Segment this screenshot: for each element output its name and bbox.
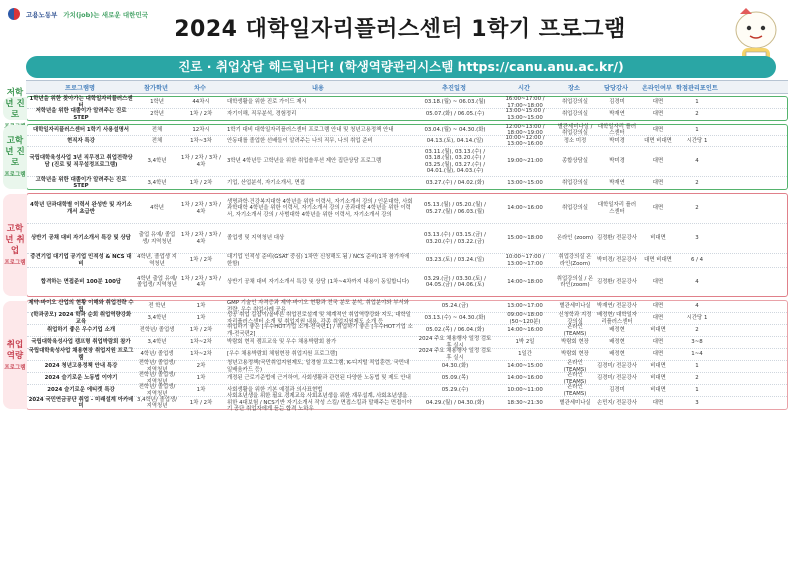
cell-time: 18:30~21:30 — [507, 399, 543, 406]
cell-lecturer: 김정환/ 전문강사 — [597, 278, 637, 285]
cell-program-name: 1학년을 위한 찾아가는 대학일자리플러스센터 — [29, 96, 133, 109]
cell-lecturer: 박재연 — [609, 111, 625, 118]
cell-place: 박람회 현장 — [561, 339, 589, 346]
cell-grade: 4학년 — [150, 205, 164, 212]
cell-date: 05.02.(목) / 06.04.(화) — [425, 327, 485, 334]
cell-place: 취업강의실 — [561, 179, 589, 186]
cell-content: 성공 취업 길잡이/올바른 취업진로설계 및 체계적인 취업역량강화 지도, 대학일자리플러스센터 소개 및 취업지원 내용, 각종 취업지원제도 소개 등 — [227, 312, 411, 325]
cell-lecturer: 손민지/ 전문강사 — [597, 399, 637, 406]
cell-place: 온라인 (TEAMS) — [563, 384, 587, 397]
cell-grade: 출업 유예/ 졸업생/ 지역청년 — [138, 232, 176, 245]
cell-lecturer: 김경미/ 전문강사 — [597, 375, 637, 382]
col-point: 학점관리포인트 — [676, 84, 718, 92]
col-grade: 참가학년 — [144, 84, 168, 92]
cell-time: 14:00~16:00 — [507, 327, 543, 334]
cell-program-name: 국립대학육성사업 채용현장 취업지원 프로그램 — [28, 348, 134, 361]
cell-point: 2 — [695, 327, 699, 334]
cell-grade: 3,4학년 — [147, 315, 167, 322]
cell-lecturer: 박미경 — [609, 158, 625, 165]
cell-program-name: 합격하는 면접준비 100분 100답 — [40, 278, 122, 285]
cell-online: 대면 — [652, 278, 664, 285]
cell-time: 19:00~21:00 — [507, 158, 543, 165]
cell-program-name: 2024 슬기로운 노동법 이야기 — [44, 375, 118, 382]
col-time: 시간 — [518, 84, 530, 92]
cell-round: 1차 / 2차 — [189, 399, 213, 406]
cell-point: 4 — [695, 158, 699, 165]
cell-date: 03.13.(수) ~ 04.30.(화) — [424, 315, 486, 322]
cell-program-name: 취업하기 좋은 우수기업 소개 — [46, 327, 116, 334]
col-online: 온라인여부 — [642, 84, 672, 92]
section-label-sub: 프로그램 — [4, 260, 26, 266]
cell-grade: 1학년 — [150, 99, 164, 106]
cell-lecturer: 배정현 — [609, 339, 625, 346]
cell-time: 14:00~16:00 — [507, 205, 543, 212]
cell-content: 취업하기 좋은 [우수HOT기업 소개-전국편1] / 취업하기 좋은 [우수HOT기업 소개-전국편2] — [227, 324, 413, 337]
cell-online: 대면 — [652, 399, 664, 406]
cell-round: 1차~3차 — [190, 137, 212, 144]
cell-date: 03.27.(수) / 04.02.(화) — [425, 179, 485, 186]
col-place: 장소 — [568, 84, 580, 92]
cell-grade: 전체 — [151, 126, 163, 133]
cell-time: 10:00~17:00 / 13:00~17:00 — [505, 254, 545, 267]
cell-round: 1차~2차 — [190, 339, 212, 346]
cell-date: 05.24.(금) — [441, 303, 469, 310]
cell-round: 1차 — [196, 315, 206, 322]
table-row — [27, 97, 787, 109]
cell-content: 박람회 현직 캠프교육 및 우수 채용박람회 참가 — [227, 339, 337, 346]
cell-round: 1차 / 2차 — [189, 327, 213, 334]
cell-program-name: 대학일자리플러스센터 1학기 사용설명서 — [32, 126, 130, 133]
cell-online: 비대면 — [650, 375, 666, 382]
cell-program-name: 2024 국민연금공단 취업 - 미래설계 아카데미 — [28, 396, 134, 409]
cell-lecturer: 박미경/ 전문강사 — [597, 257, 637, 264]
cell-online: 비대면 — [650, 327, 666, 334]
cell-program-name: 2024 슬기로운 에티켓 특강 — [47, 387, 115, 394]
cell-place: 취업강의실 — [561, 205, 589, 212]
section-label-title: 고학년 진로 — [5, 136, 25, 168]
cell-lecturer: 김정환/ 전문강사 — [597, 235, 637, 242]
cell-time: 14:00~15:00 — [507, 363, 543, 370]
cell-point: 2 — [695, 179, 699, 186]
cell-place: 온라인 (zoom) — [556, 235, 594, 242]
cell-round: 12차시 — [192, 126, 210, 133]
cell-online: 비대면 — [650, 235, 666, 242]
table-row — [27, 254, 787, 268]
cell-online: 대면 — [652, 99, 664, 106]
cell-round: 1차 / 2차 — [189, 257, 213, 264]
cell-grade: 4학년, 졸업생 지역청년 — [137, 254, 177, 267]
table-row — [27, 224, 787, 254]
cell-point: 시간당 1 — [686, 137, 708, 144]
cell-lecturer: 배정현 — [609, 351, 625, 358]
cell-content: 상반기 공채 대비 자기소개서 특강 및 상담 (1차~4차까지 내용이 동일합니다) — [227, 278, 410, 285]
cell-online: 대면 — [652, 158, 664, 165]
cell-place: 온라인 (TEAMS) — [563, 324, 587, 337]
cell-program-name: 국립대학육성사업 캠프형 취업박람회 참가 — [31, 339, 131, 346]
column-headers — [26, 80, 788, 94]
table-row — [27, 136, 787, 147]
cell-round: 1차 / 2차 / 3차 / 4차 — [181, 155, 221, 168]
cell-point: 3~8 — [691, 339, 703, 346]
section-label-sub: 프로그램 — [4, 364, 26, 371]
cell-place: 박람회 현장 — [561, 351, 589, 358]
column-header-wrap — [26, 80, 788, 94]
subtitle-bar: 진로 · 취업상담 해드립니다! (학생역량관리시스템 https://canu.anu.ac.kr/) — [26, 56, 776, 78]
cell-date: 05.29.(수) — [441, 387, 469, 394]
cell-content: 1학기 대비 대학일자리플러스센터 프로그램 안내 및 청년고용정책 안내 — [227, 126, 394, 133]
cell-date: 03.11.(월), 03.13.(수) / 03.18.(월), 03.20.(수) / 03.25.(월), 03.27.(수) / 04.01.(월), 04.03.(수) — [424, 148, 486, 174]
cell-place: 취업강의실 — [561, 111, 589, 118]
cell-time: 16:00~17:00 / 17:00~18:00 — [505, 96, 545, 109]
cell-grade: 전학년/ 졸업생/ 지역청년 — [138, 360, 176, 373]
section-2 — [4, 193, 788, 297]
cell-grade: 전학년/ 졸업생/ 지역청년 — [138, 372, 176, 385]
cell-round: 1차 / 2차 / 3차 / 4차 — [181, 202, 221, 215]
cell-grade: 3,4학년/ 졸업생/ 지역청년 — [137, 396, 177, 409]
slogan-logo-text: 가치(job)는 새로운 대한민국 — [63, 10, 149, 19]
table-row — [27, 337, 787, 349]
cell-point: 1 — [695, 99, 699, 106]
cell-content: [우수 채용박람회 체험현장 취업지원 프로그램] — [227, 351, 338, 358]
cell-online: 대면 — [652, 205, 664, 212]
cell-date: 03.23.(토) / 03.24.(일) — [425, 257, 485, 264]
cell-date: 05.09.(목) — [441, 375, 469, 382]
cell-date: 05.07.(화) / 06.05.(수) — [425, 111, 485, 118]
col-content: 내용 — [312, 84, 324, 92]
section-3 — [4, 300, 788, 413]
cell-time: 1박 2일 — [515, 339, 535, 346]
table-row — [27, 125, 787, 136]
table-row — [27, 268, 787, 296]
table-row — [27, 177, 787, 189]
cell-place: 별관세미나실 — [559, 303, 591, 310]
cell-place: 종합상담실 — [561, 158, 589, 165]
col-program: 프로그램명 — [65, 84, 95, 92]
cell-time: 10:00~11:00 — [507, 387, 543, 394]
cell-time: 12:00~13:00 / 18:00~19:00 — [505, 123, 545, 136]
cell-grade: 3,4학년 — [147, 339, 167, 346]
cell-content: 생명과학·건강복지대학 4학년을 위한 이력서, 자기소개서 강의 / 인문대학, 사회과학대학 4학년을 위한 이력서, 자기소개서 강의 / 공과대학 4학년을 위한 이력서, 자기소개서 강의 / 사범대학 4학년을 위한 이력서, 자기소개서 강의 — [227, 198, 413, 218]
cell-online: 대면 비대면 — [644, 137, 672, 144]
cell-place: 정소 미정 — [563, 137, 587, 144]
section-label — [3, 87, 27, 120]
cell-date: 2024 주요 채용행사 일정 검토 후 실시 — [418, 348, 492, 361]
cell-online: 대면 — [652, 351, 664, 358]
cell-grade: 전학년/ 졸업생 — [139, 327, 175, 334]
cell-program-name: (학과공모) 2024 학과 순회 취업역량강화 교육 — [30, 312, 132, 325]
cell-point: 1 — [695, 126, 699, 133]
section-label-title: 저학년 진로 — [5, 87, 25, 120]
ministry-logo-text: 고용노동부 — [26, 10, 58, 19]
section-label — [3, 125, 27, 189]
cell-lecturer: 박미경 — [609, 137, 625, 144]
cell-content: 대학생활을 위한 진로 가이드 제시 — [227, 99, 307, 106]
cell-lecturer: 김경미/ 전문강사 — [597, 363, 637, 370]
section-label-title: 취업 역량 — [6, 339, 24, 361]
cell-online: 대면 — [652, 303, 664, 310]
cell-program-name: 제약·바이오 산업의 현황 이해와 취업전략 수립 — [28, 300, 134, 313]
cell-program-name: 현직자 특강 — [67, 137, 95, 144]
cell-point: 3 — [695, 399, 699, 406]
cell-grade: 4학년 출업 유예/ 졸업생/ 지역청년 — [137, 275, 177, 288]
cell-grade: 전학년/ 졸업생/ 지역청년 — [138, 384, 176, 397]
cell-place: 취업강의실 — [561, 99, 589, 106]
table-row — [27, 393, 787, 413]
cell-place: 온라인 (TEAMS) — [563, 360, 587, 373]
cell-round: 1차 — [196, 375, 206, 382]
cell-program-name: 저학년을 위한 대졸이가 알려주는 진로 STEP — [35, 108, 127, 121]
cell-content: 자기이해, 직무분석, 경험정리 — [227, 111, 297, 118]
cell-place: 신청학과 지정 강의실 — [558, 312, 592, 325]
cell-time: 14:00~18:00 — [507, 278, 543, 285]
cell-program-name: 고학년을 위한 대졸이가 알려주는 진로 STEP — [35, 176, 127, 189]
cell-round: 1차 / 2차 — [189, 179, 213, 186]
cell-time: 15:00~18:00 — [507, 235, 543, 242]
cell-content: GMP 기술인 자격증과 제약·바이오 현황과 전국 분포 분석, 취업분야와 부서와 전략, 우수 취업사례 공유 — [227, 300, 409, 313]
cell-point: 4 — [695, 278, 699, 285]
cell-date: 03.18.(월) ~ 06.03.(월) — [424, 99, 486, 106]
col-round: 차수 — [194, 84, 206, 92]
cell-lecturer: 박재연 — [609, 179, 625, 186]
cell-lecturer: 김경미 — [609, 99, 625, 106]
cell-content: 안동대를 졸업한 선배들이 알려주는 나의 직무, 나의 취업 준비 — [227, 137, 373, 144]
cell-place: 온라인 (TEAMS) — [563, 372, 587, 385]
cell-point: 3 — [695, 235, 699, 242]
cell-grade: 2학년 — [150, 111, 164, 118]
cell-content: 사회생활을 위한 기본 예절과 의사표현법 — [227, 387, 323, 394]
cell-content: 기업, 산업분석, 자기소개서, 면접 — [227, 179, 305, 186]
cell-point: 2 — [695, 375, 699, 382]
section-label — [3, 301, 27, 409]
cell-time: 13:00~15:00 — [507, 179, 543, 186]
cell-online: 대면 — [652, 111, 664, 118]
cell-time: 13:00~17:00 — [507, 303, 543, 310]
col-date: 추진일정 — [442, 84, 466, 92]
cell-date: 03.13.(수) / 03.15.(금) / 03.20.(수) / 03.22.(금) — [424, 232, 486, 245]
cell-round: 1차~2차 — [190, 351, 212, 358]
cell-content: 대기업 인적성 준비(GSAT 중심) 1차만 신청해도 됨 / NCS 준비(1차 참가자에 한함) — [227, 254, 410, 267]
cell-lecturer: 배정현 — [609, 327, 625, 334]
cell-time: 1일간 — [518, 351, 532, 358]
col-lecturer: 담당강사 — [604, 84, 628, 92]
section-label — [3, 194, 27, 296]
cell-lecturer: 김경미 — [609, 387, 625, 394]
page-title: 2024 대학일자리플러스센터 1학기 프로그램 — [174, 17, 626, 42]
cell-grade: 전체 — [151, 137, 163, 144]
cell-round: 1차 — [196, 303, 206, 310]
cell-point: 4 — [695, 303, 699, 310]
cell-date: 04.30.(화) — [441, 363, 469, 370]
cell-content: 개정된 근로기준법에 근거하여, 사회생활과 관련된 다양한 노동법 및 제도 안내 — [227, 375, 411, 382]
cell-grade: 3,4학년 — [147, 179, 167, 186]
cell-date: 03.29.(금) / 03.30.(토) / 04.05.(금) / 04.06.(토) — [424, 275, 486, 288]
cell-point: 6 / 4 — [690, 257, 704, 264]
cell-lecturer: 대학일자리 플러스센터 — [597, 202, 637, 215]
section-label-title: 고학년 취업 — [5, 224, 25, 256]
cell-program-name: 상반기 공채 대비 자기소개서 특강 및 상담 — [31, 235, 131, 242]
cell-date: 05.13.(월) / 05.20.(월) / 05.27.(월) / 06.03.(월) — [424, 202, 486, 215]
cell-grade: 3,4학년 — [147, 158, 167, 165]
table-row — [27, 109, 787, 120]
cell-round: 44차시 — [192, 99, 210, 106]
cell-point: 1~4 — [691, 351, 703, 358]
section-1 — [4, 123, 788, 190]
cell-program-name: 4학년 단과대학별 이력서 완성반 및 자기소개서 초급반 — [30, 202, 132, 215]
cell-point: 시간당 1 — [686, 315, 708, 322]
cell-place: 별관세미나실 — [559, 399, 591, 406]
cell-lecturer: 박재연/ 전문강사 — [597, 303, 637, 310]
cell-point: 2 — [695, 205, 699, 212]
cell-place: 별관세미나실 /취업강의실 — [557, 123, 593, 136]
cell-date: 04.13.(토), 04.14.(일) — [426, 137, 484, 144]
cell-grade: 전 학년 — [148, 303, 166, 310]
cell-lecturer: 배정현/ 대학일자리플러스센터 — [597, 312, 637, 325]
cell-round: 2차 — [196, 363, 206, 370]
cell-place: 취업강의실 / 온라인(zoom) — [556, 275, 594, 288]
section-label-sub: 프로그램 — [4, 172, 26, 178]
cell-program-name: 국립대학육성사업 3년 직무경고 취업전략상담 (진로 및 직무설정프로그램) — [29, 155, 133, 168]
cell-content: 3학년 4학년등 고학년을 위한 취업솔루션 제안 집단상담 프로그램 — [227, 158, 382, 165]
cell-place: 취업강의실 온라인(Zoom) — [558, 254, 592, 267]
cell-round: 1차 / 2차 / 3차 / 4차 — [181, 232, 221, 245]
cell-online: 대면 — [652, 315, 664, 322]
header — [0, 0, 800, 54]
cell-content: 청년고용정책(국민취업지원제도, 일경험 프로그램, K-디지털 직업훈련, 국민내일배움카드 등) — [227, 360, 410, 373]
cell-point: 1 — [695, 363, 699, 370]
cell-content: 졸업생 및 지역청년 대상 — [227, 235, 285, 242]
cell-time: 09:00~18:00 (50~120분) — [507, 312, 543, 325]
table-row — [27, 194, 787, 224]
cell-online: 비대면 — [650, 363, 666, 370]
cell-online: 대면 — [652, 179, 664, 186]
cell-date: 03.04.(월) ~ 04.30.(화) — [424, 126, 486, 133]
cell-time: 13:00~15:00 / 13:00~15:00 — [505, 108, 545, 121]
cell-content: 사회초년생을 위한 필요 경제교육 사회초년생을 위한 재무설계, 사회초년생을 위한 4대보험 / NCS기반 자기소개서 작성 스킬/ 면접스킬과 말해주는 면접이야기 공단 취업자에게 듣는 합격 노하우 — [227, 393, 412, 413]
table-row — [27, 325, 787, 337]
cell-point: 1 — [695, 387, 699, 394]
cell-lecturer: 대학일자리 플러스센터 — [597, 123, 637, 136]
cell-date: 2024 주요 채용행사 일정 검토 후 실시 — [418, 336, 492, 349]
cell-point: 2 — [695, 111, 699, 118]
cell-round: 1차 — [196, 387, 206, 394]
cell-program-name: 중견기업 대기업 공기업 인적성 & NCS 대비 — [30, 254, 132, 267]
cell-online: 대면 — [652, 339, 664, 346]
cell-round: 1차 / 2차 / 3차 / 4차 — [181, 275, 221, 288]
cell-time: 14:00~16:00 — [507, 375, 543, 382]
cell-round: 1차 / 2차 — [189, 111, 213, 118]
cell-online: 비대면 — [650, 387, 666, 394]
cell-date: 04.29.(월) / 04.30.(화) — [425, 399, 485, 406]
cell-grade: 4학년/ 졸업생 — [140, 351, 174, 358]
cell-online: 대면 — [652, 126, 664, 133]
table-row — [27, 147, 787, 177]
cell-online: 대면 비대면 — [644, 257, 672, 264]
cell-program-name: 2024 청년고용정책 안내 특강 — [44, 363, 118, 370]
cell-time: 10:00~12:00 / 13:00~16:00 — [505, 134, 545, 147]
